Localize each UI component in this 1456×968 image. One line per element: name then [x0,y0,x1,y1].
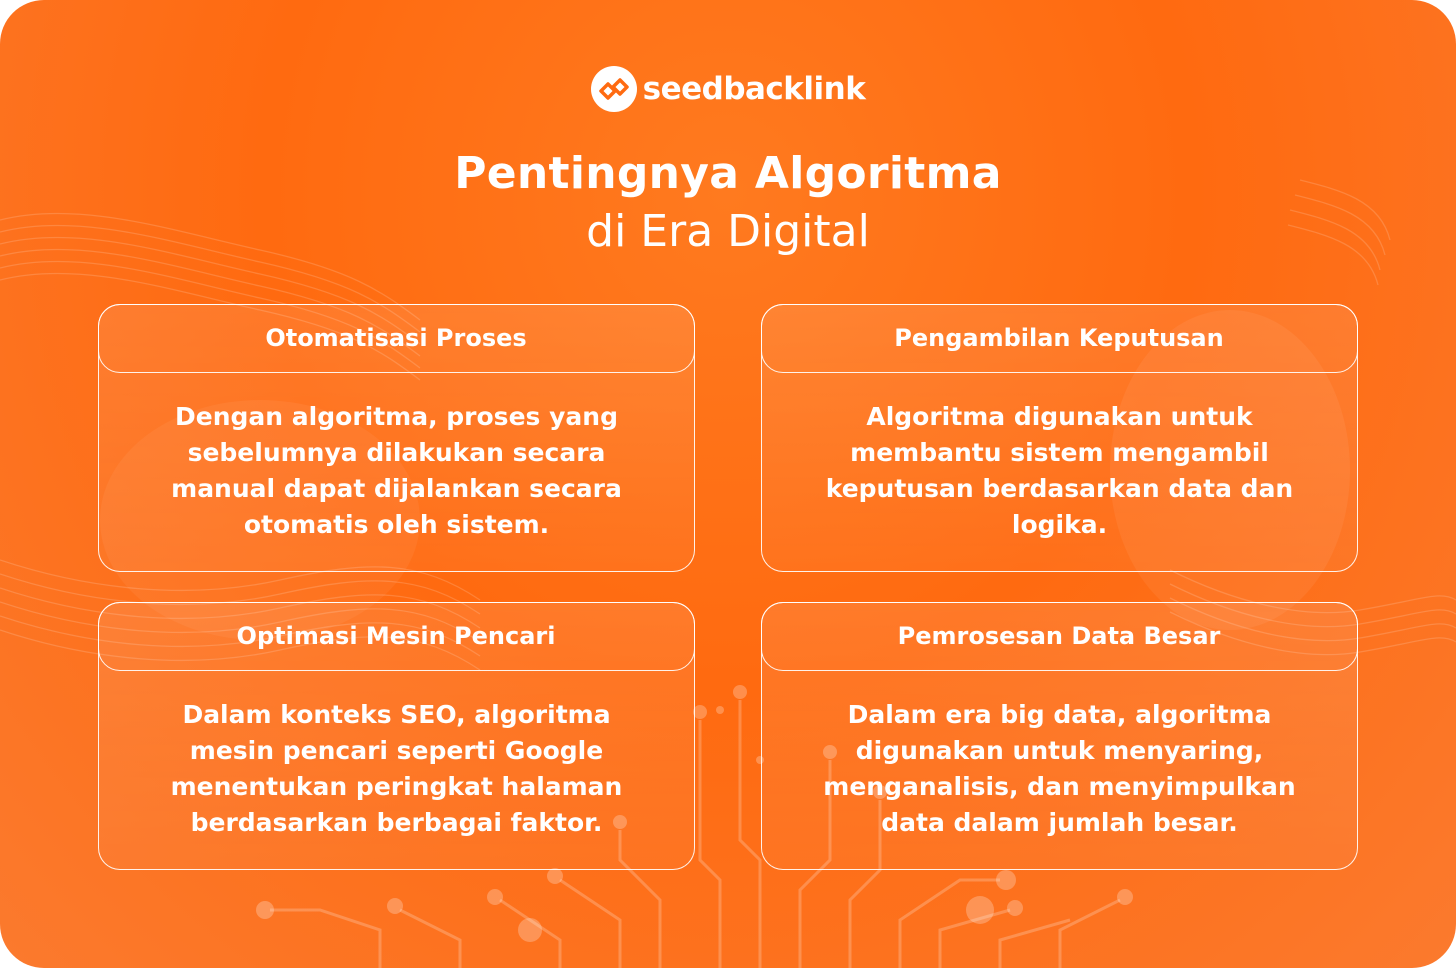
page-subtitle: di Era Digital [586,206,870,257]
card-pengambilan-keputusan [761,304,1358,572]
brand-name: seedbacklink [642,71,866,107]
card-title: Otomatisasi Proses [98,304,695,373]
card-description: Dalam konteks SEO, algoritma mesin pencari seperti Google menentukan peringkat halaman berdasarkan berbagai faktor. [170,700,623,837]
card-optimasi-mesin-pencari [98,602,695,870]
card-description: Dengan algoritma, proses yang sebelumnya dilakukan secara manual dapat dijalankan secara otomatis oleh sistem. [171,402,622,539]
brand-logo [0,64,1456,114]
seedbacklink-logo-icon [591,66,637,112]
card-description: Algoritma digunakan untuk membantu sistem mengambil keputusan berdasarkan data dan logika. [825,402,1294,539]
card-pemrosesan-data-besar [761,602,1358,870]
card-otomatisasi-proses [98,304,695,572]
page-title: Pentingnya Algoritma [454,148,1002,199]
card-title: Pengambilan Keputusan [761,304,1358,373]
card-description: Dalam era big data, algoritma digunakan untuk menyaring, menganalisis, dan menyimpulkan data dalam jumlah besar. [823,700,1296,837]
card-title: Pemrosesan Data Besar [761,602,1358,671]
card-title: Optimasi Mesin Pencari [98,602,695,671]
